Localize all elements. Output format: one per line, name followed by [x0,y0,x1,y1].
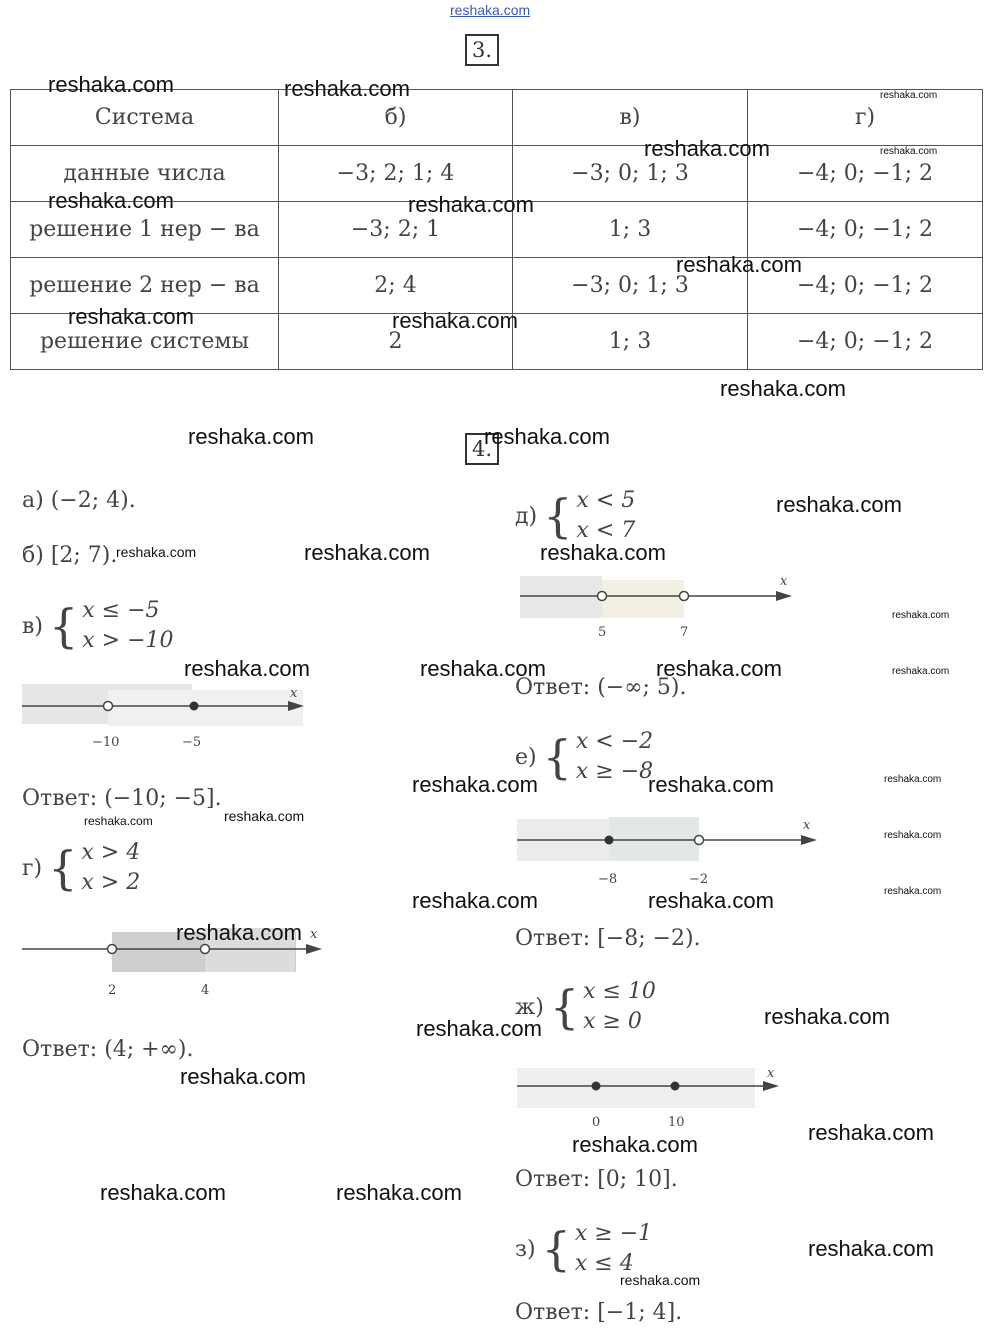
shade-region [602,580,684,618]
brace-symbol: { [543,489,573,543]
inequality: x ≤ 10 [583,979,656,1004]
watermark: reshaka.com [764,1004,890,1029]
system-label: з) [515,1236,536,1262]
watermark: reshaka.com [884,830,942,841]
brace-symbol: { [48,599,79,653]
watermark: reshaka.com [676,252,802,277]
table-cell: −3; 2; 1 [279,202,513,258]
answer-g: Ответ: (4; +∞). [22,1037,194,1062]
table-cell: 1; 3 [513,314,748,370]
watermark: reshaka.com [648,772,774,797]
table-header-cell: г) [748,90,983,146]
shade-region [609,817,699,861]
closed-point [592,1082,601,1091]
inequality: x < −2 [575,729,654,754]
closed-point [190,702,199,711]
answer-zh: Ответ: [0; 10]. [515,1167,678,1192]
table-cell: −3; 2; 1; 4 [279,146,513,202]
task-number-3: 3. [465,34,499,66]
watermark: reshaka.com [412,772,538,797]
open-point [695,836,704,845]
watermark: reshaka.com [808,1236,934,1261]
closed-point [605,836,614,845]
watermark: reshaka.com [620,1272,701,1288]
table-cell: 1; 3 [513,202,748,258]
table-cell: −3; 0; 1; 3 [513,258,748,314]
watermark: reshaka.com [116,544,197,560]
inequality: x ≥ −8 [575,759,654,784]
system-label: в) [22,613,43,639]
watermark: reshaka.com [884,774,942,785]
watermark: reshaka.com [48,72,174,97]
answer-v: Ответ: (−10; −5]. [22,786,222,811]
watermark: reshaka.com [412,888,538,913]
tick-label: 0 [592,1115,601,1130]
inequality: x > −10 [82,628,174,653]
shade-region [520,576,602,618]
tick-label: 7 [680,625,689,640]
open-point [104,702,113,711]
system-label: г) [22,855,43,881]
task-number-4: 4. [465,433,499,465]
table-cell: −4; 0; −1; 2 [748,146,983,202]
tick-label: 5 [598,625,607,640]
axis-label: x [310,927,318,942]
watermark: reshaka.com [884,886,942,897]
watermark: reshaka.com [100,1180,226,1205]
axis-label: x [290,686,298,701]
watermark: reshaka.com [336,1180,462,1205]
tick-label: −10 [92,735,120,750]
open-point [598,592,607,601]
tick-label: −5 [182,735,202,750]
watermark: reshaka.com [48,188,174,213]
inequality: x ≤ −5 [82,598,160,623]
watermark: reshaka.com [420,656,546,681]
table-cell: 2; 4 [279,258,513,314]
watermark: reshaka.com [84,814,153,828]
open-point [108,945,117,954]
watermark: reshaka.com [416,1016,542,1041]
table-cell: −4; 0; −1; 2 [748,314,983,370]
inequality: x ≥ 0 [583,1009,642,1034]
system-d [515,486,635,546]
watermark: reshaka.com [68,304,194,329]
watermark: reshaka.com [540,540,666,565]
table-cell: 2 [279,314,513,370]
closed-point [671,1082,680,1091]
watermark: reshaka.com [184,656,310,681]
system-label: д) [515,503,538,529]
inequality: x > 4 [81,840,141,865]
brace-symbol: { [541,1222,571,1276]
watermark: reshaka.com [880,146,938,157]
watermark: reshaka.com [644,136,770,161]
system-v [22,596,174,656]
tick-label: 4 [201,983,210,998]
answer-d: Ответ: (−∞; 5). [515,675,687,700]
watermark: reshaka.com [188,424,314,449]
tick-label: −2 [689,872,709,887]
inequality: x > 2 [81,870,141,895]
brace-symbol: { [48,841,78,895]
table-cell: решение 1 нер − ва [11,202,279,258]
table-cell: решение системы [11,314,279,370]
answer-z: Ответ: [−1; 4]. [515,1300,683,1325]
system-z [515,1219,652,1279]
watermark: reshaka.com [392,308,518,333]
watermark: reshaka.com [176,920,302,945]
number-line-v [20,680,310,750]
answer-b: б) [2; 7). [22,543,118,568]
open-point [680,592,689,601]
watermark: reshaka.com [180,1064,306,1089]
watermark: reshaka.com [892,610,950,621]
table-header-cell: б) [279,90,513,146]
axis-label: x [803,818,811,833]
brace-symbol: { [542,730,572,784]
table-cell: −3; 0; 1; 3 [513,146,748,202]
axis-label: x [780,574,788,589]
watermark: reshaka.com [484,424,610,449]
table-header-cell: в) [513,90,748,146]
number-line-zh [515,1064,795,1136]
table-header-cell: Система [11,90,279,146]
shade-region [108,690,303,726]
answer-e: Ответ: [−8; −2). [515,926,701,951]
tick-label: 10 [668,1115,685,1130]
system-g [22,838,140,898]
watermark: reshaka.com [776,492,902,517]
inequality: x < 7 [576,518,636,543]
watermark: reshaka.com [656,656,782,681]
inequality: x < 5 [576,488,636,513]
table-cell: решение 2 нер − ва [11,258,279,314]
axis-label: x [767,1066,775,1081]
tick-label: 2 [108,983,117,998]
number-line-e [515,815,825,887]
inequality: x ≤ 4 [574,1251,634,1276]
system-label: ж) [515,994,544,1020]
shade-region [517,1068,755,1108]
table-cell: −4; 0; −1; 2 [748,258,983,314]
watermark: reshaka.com [284,76,410,101]
answer-a: а) (−2; 4). [22,488,136,513]
watermark: reshaka.com [408,192,534,217]
brace-symbol: { [549,980,580,1034]
watermark: reshaka.com [304,540,430,565]
system-label: е) [515,744,537,770]
number-line-d [518,572,808,644]
site-link[interactable]: reshaka.com [450,2,531,18]
watermark: reshaka.com [880,90,938,101]
watermark: reshaka.com [572,1132,698,1157]
watermark: reshaka.com [892,666,950,677]
inequality: x ≥ −1 [574,1221,653,1246]
table-cell: данные числа [11,146,279,202]
watermark: reshaka.com [808,1120,934,1145]
table-cell: −4; 0; −1; 2 [748,202,983,258]
tick-label: −8 [598,872,618,887]
watermark: reshaka.com [648,888,774,913]
watermark: reshaka.com [224,808,305,824]
watermark: reshaka.com [720,376,846,401]
